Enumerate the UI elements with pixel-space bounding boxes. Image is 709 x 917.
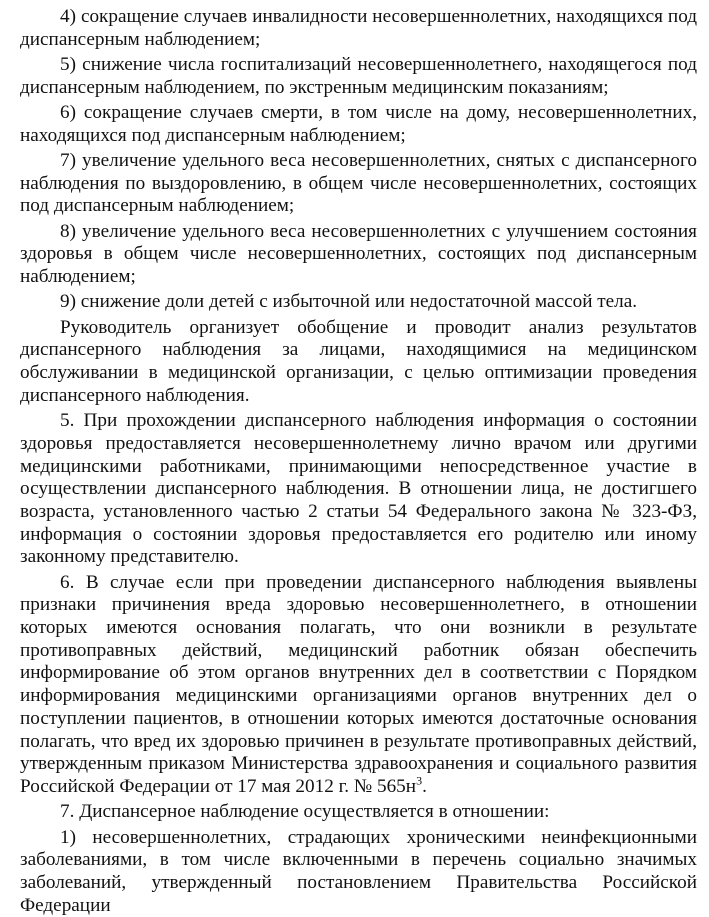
paragraph-head-analysis: Руководитель организует обобщение и проводит анализ результатов диспансерного наблюдения за лицами, находящимися на медицинском обслуживании в медицинской организации, с целью оптимизации проведения диспансерного наблюдения. (20, 316, 697, 406)
list-item-6: 6) сокращение случаев смерти, в том числе на дому, несовершеннолетних, находящихся под диспансерным наблюдением; (20, 102, 697, 146)
section-6-text: 6. В случае если при проведении диспансерного наблюдения выявлены признаки причинения вреда здоровью несовершеннолетнего, в отношении которых имеются основания полагать, что они возникли в результате противоправных действий, медицинский работник обязан обеспечить информирование об этом органов внутренних дел в соответствии с Порядком информирования медицинскими организациями органов внутренних дел о поступлении пациентов, в отношении которых имеются достаточные основания полагать, что вред их здоровью причинен в результате противоправных действий, утвержденным приказом Министерства здравоохранения и социального развития Российской Федерации от 17 мая 2012 г. № 565н (20, 571, 697, 797)
list-item-4: 4) сокращение случаев инвалидности несовершеннолетних, находящихся под диспансерным наблюдением; (20, 6, 697, 50)
section-7: 7. Диспансерное наблюдение осуществляется в отношении: (60, 801, 550, 823)
section-7-item-1: 1) несовершеннолетних, страдающих хроническими неинфекционными заболеваниями, в том числе включенными в перечень социально значимых заболеваний, утвержденный постановлением Правительства Российской Федерации (20, 826, 697, 916)
list-item-7: 7) увеличение удельного веса несовершеннолетних, снятых с диспансерного наблюдения по выздоровлению, в общем числе несовершеннолетних, состоящих под диспансерным наблюдением; (20, 150, 697, 217)
footnote-ref: 3 (416, 773, 423, 788)
list-item-9: 9) снижение доли детей с избыточной или недостаточной массой тела. (60, 291, 638, 313)
section-5: 5. При прохождении диспансерного наблюдения информация о состоянии здоровья предоставляется несовершеннолетнему лично врачом или другими медицинскими работниками, принимающими непосредственное участие в осуществлении диспансерного наблюдения. В отношении лица, не достигшего возраста, установленного частью 2 статьи 54 Федерального закона № 323-ФЗ, информация о состоянии здоровья предоставляется его родителю или иному законному представителю. (20, 410, 697, 568)
section-6-tail: . (422, 775, 427, 797)
section-6 (20, 572, 697, 799)
list-item-5: 5) снижение числа госпитализаций несовершеннолетнего, находящегося под диспансерным наблюдением, по экстренным медицинским показаниям; (20, 54, 697, 98)
list-item-8: 8) увеличение удельного веса несовершеннолетних с улучшением состояния здоровья в общем числе несовершеннолетних, состоящих под диспансерным наблюдением; (20, 220, 697, 288)
